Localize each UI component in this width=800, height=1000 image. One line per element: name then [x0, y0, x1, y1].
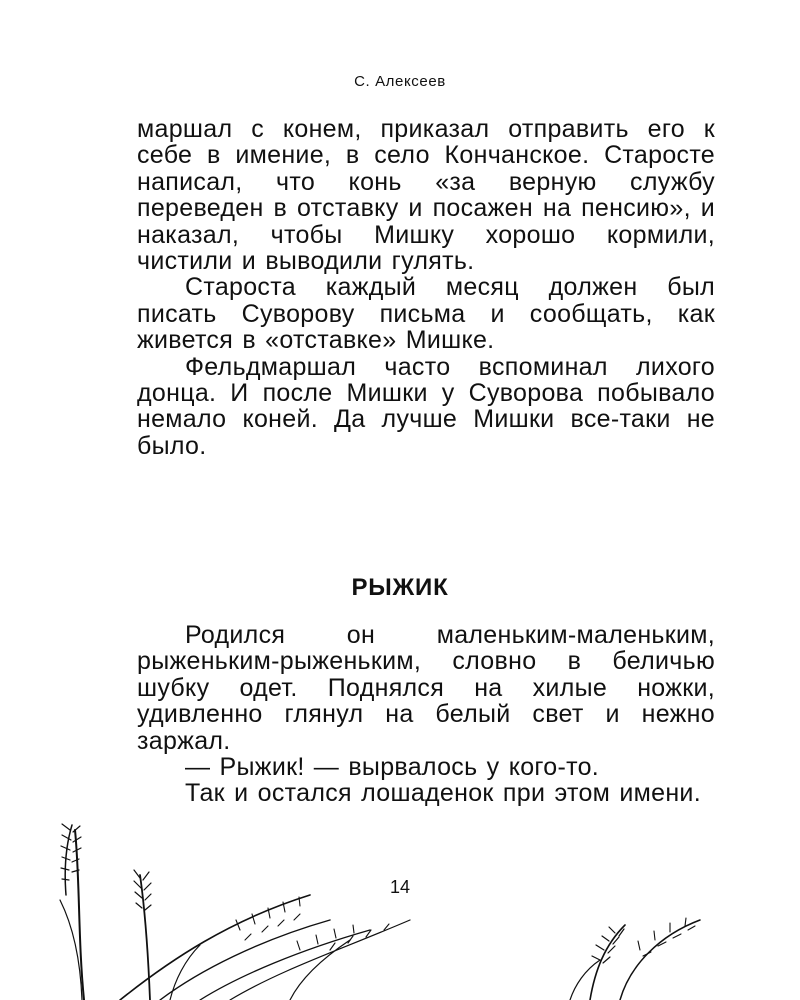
paragraph: Фельдмаршал часто вспоминал лихого донца. И после Мишки у Суворова побывало немало коней. Да лучше Мишки все-таки не было.	[137, 352, 715, 460]
paragraph: маршал с конем, приказал отправить его к себе в имение, в село Кончанское. Старосте написал, что конь «за верную службу переведен в отставку и посажен на пенсию», и наказал, чтобы Мишку хорошо кормили, чистили и выводили гулять.	[137, 115, 715, 276]
page-number: 14	[389, 877, 411, 897]
paragraph: Так и остался лошаденок при этом имени.	[185, 779, 701, 808]
text-section-1	[137, 116, 715, 459]
chapter-title: РЫЖИК	[351, 574, 449, 601]
running-head: С. Алексеев	[354, 73, 446, 90]
text-section-2	[137, 622, 715, 807]
paragraph: Родился он маленьким-маленьким, рыженьким-рыженьким, словно в беличью шубку одет. Поднялся на хилые ножки, удивленно глянул на белый свет и нежно заржал.	[137, 621, 715, 755]
paragraph: — Рыжик! — вырвалось у кого-то.	[185, 753, 600, 782]
grass-sketch-icon	[0, 800, 800, 1000]
paragraph: Староста каждый месяц должен был писать Суворову письма и сообщать, как живется в «отставке» Мишке.	[137, 273, 715, 355]
